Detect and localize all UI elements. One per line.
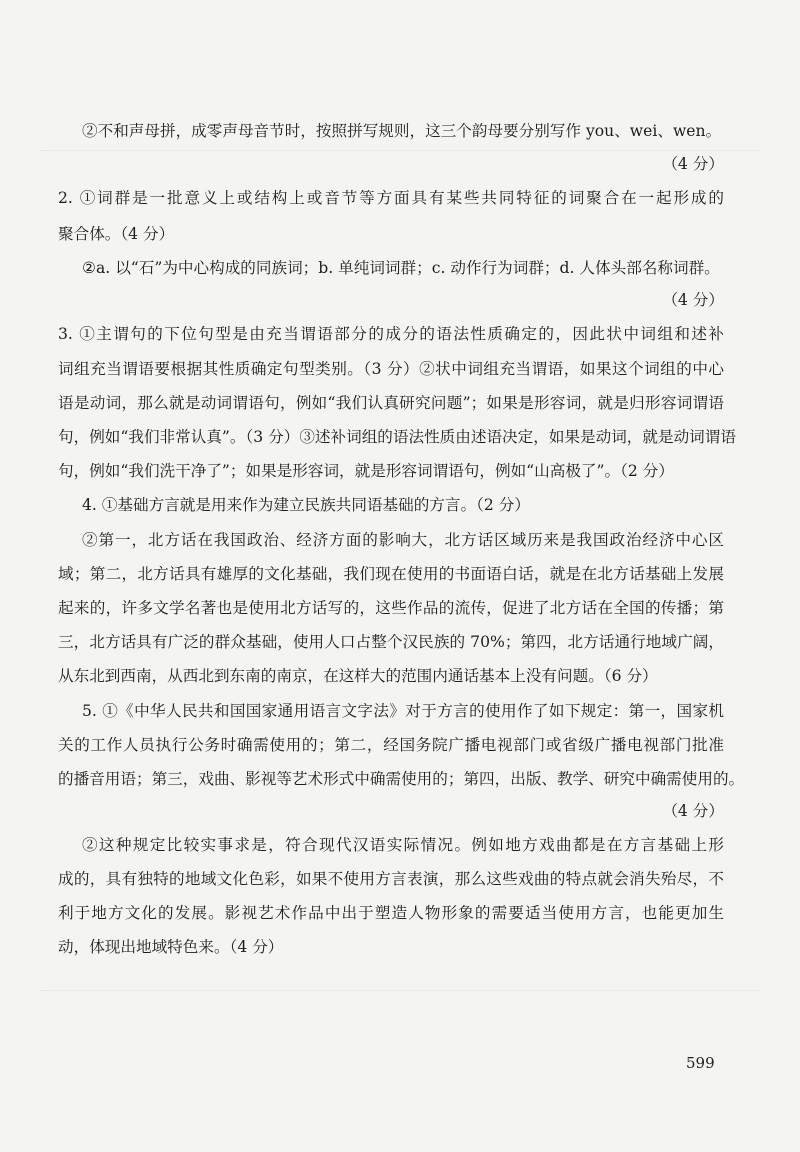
score-line: （4 分） — [662, 291, 724, 309]
text-line: 5. ①《中华人民共和国国家通用语言文字法》对于方言的使用作了如下规定：第一，国家机 — [82, 702, 724, 720]
text-line: 2. ①词群是一批意义上或结构上或音节等方面具有某些共同特征的词聚合在一起形成的 — [58, 189, 724, 207]
score-line: （4 分） — [662, 802, 724, 820]
text-line: 语是动词，那么就是动词谓语句，例如“我们认真研究问题”；如果是形容词，就是归形容词谓语 — [58, 394, 724, 412]
text-line: ②这种规定比较实事求是，符合现代汉语实际情况。例如地方戏曲都是在方言基础上形 — [82, 836, 724, 854]
text-line: 利于地方文化的发展。影视艺术作品中出于塑造人物形象的需要适当使用方言，也能更加生 — [58, 904, 724, 922]
text-line: ②a. 以“石”为中心构成的同族词；b. 单纯词词群；c. 动作行为词群；d. 人体头部名称词群。 — [82, 259, 720, 277]
scan-noise — [40, 990, 760, 992]
text-line: 聚合体。（4 分） — [58, 225, 175, 243]
text-line: 句，例如“我们洗干净了”；如果是形容词，就是形容词谓语句，例如“山高极了”。（2 分） — [58, 462, 674, 480]
text-line: 从东北到西南，从西北到东南的南京，在这样大的范围内通话基本上没有问题。（6 分） — [58, 667, 658, 685]
text-line: ②第一，北方话在我国政治、经济方面的影响大，北方话区域历来是我国政治经济中心区 — [82, 531, 724, 549]
text-line: 4. ①基础方言就是用来作为建立民族共同语基础的方言。（2 分） — [82, 496, 530, 514]
text-line: ②不和声母拼，成零声母音节时，按照拼写规则，这三个韵母要分别写作 you、wei、wen。 — [82, 122, 722, 140]
text-line: 词组充当谓语要根据其性质确定句型类别。（3 分）②状中词组充当谓语，如果这个词组的中心 — [58, 360, 724, 378]
text-line: 三，北方话具有广泛的群众基础，使用人口占整个汉民族的 70%；第四，北方话通行地域广阔， — [58, 633, 724, 651]
text-line: 成的，具有独特的地域文化色彩，如果不使用方言表演，那么这些戏曲的特点就会消失殆尽，不 — [58, 870, 724, 888]
score-line: （4 分） — [662, 155, 724, 173]
text-line: 3. ①主谓句的下位句型是由充当谓语部分的成分的语法性质确定的，因此状中词组和述补 — [58, 325, 724, 343]
text-line: 动，体现出地域特色来。（4 分） — [58, 938, 284, 956]
text-line: 关的工作人员执行公务时确需使用的；第二，经国务院广播电视部门或省级广播电视部门批准 — [58, 736, 724, 754]
text-line: 起来的，许多文学名著也是使用北方话写的，这些作品的流传，促进了北方话在全国的传播；第 — [58, 599, 724, 617]
text-line: 句，例如“我们非常认真”。（3 分）③述补词组的语法性质由述语决定，如果是动词，就是动词谓语 — [58, 428, 736, 446]
page-number: 599 — [686, 1054, 715, 1072]
text-line: 的播音用语；第三，戏曲、影视等艺术形式中确需使用的；第四，出版、教学、研究中确需使用的。 — [58, 770, 745, 788]
text-line: 域；第二，北方话具有雄厚的文化基础，我们现在使用的书面语白话，就是在北方话基础上发展 — [58, 565, 724, 583]
